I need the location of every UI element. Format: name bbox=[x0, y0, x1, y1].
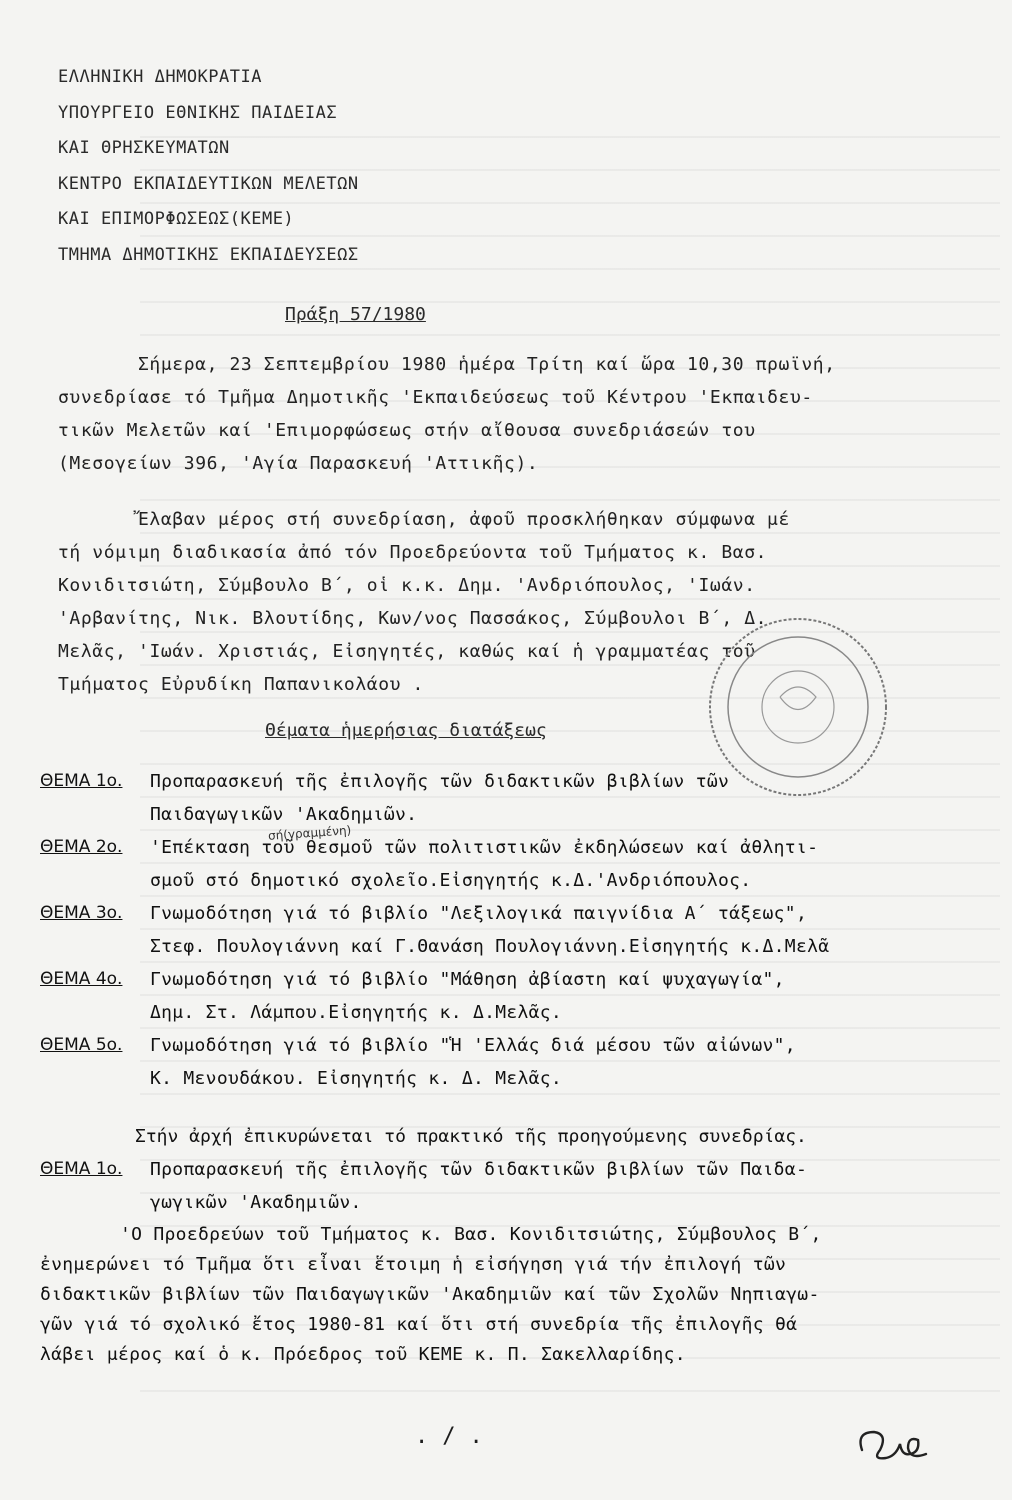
agenda-item bbox=[40, 963, 1000, 1029]
agenda-item-text: 'Επέκταση τοῦ θεσμοῦ τῶν πολιτιστικῶν ἐκδηλώσεων καί ἀθλητι- σμοῦ στό δημοτικό σχολεῖο.Εἰσηγητής κ.Δ.'Ανδριόπουλος. bbox=[150, 837, 819, 891]
agenda-item bbox=[40, 1029, 1000, 1095]
text-line: διδακτικῶν βιβλίων τῶν Παιδαγωγικῶν 'Ακαδημιῶν καί τῶν Σχολῶν Νηπιαγω- bbox=[40, 1284, 820, 1305]
letterhead-line: ΥΠΟΥΡΓΕΙΟ ΕΘΝΙΚΗΣ ΠΑΙΔΕΙΑΣ bbox=[58, 102, 338, 123]
agenda-item bbox=[40, 765, 1000, 831]
text-line: τή νόμιμη διαδικασία ἀπό τόν Προεδρεύοντα τοῦ Τμήματος κ. Βασ. bbox=[58, 542, 768, 563]
text-line: Μελᾶς, 'Ιωάν. Χριστιάς, Εἰσηγητές, καθώς καί ἡ γραμματέας τοῦ bbox=[58, 641, 756, 662]
agenda-item-label: ΘΕΜΑ 2ο. bbox=[40, 837, 123, 857]
letterhead-line: ΚΕΝΤΡΟ ΕΚΠΑΙΔΕΥΤΙΚΩΝ ΜΕΛΕΤΩΝ bbox=[58, 173, 359, 194]
act-title: Πράξη 57/1980 bbox=[285, 304, 426, 325]
text-line: συνεδρίασε τό Τμῆμα Δημοτικῆς 'Εκπαιδεύσεως τοῦ Κέντρου 'Εκπαιδευ- bbox=[58, 387, 813, 408]
text-line: ἐνημερώνει τό Τμῆμα ὅτι εἶναι ἕτοιμη ἡ εἰσήγηση γιά τήν ἐπιλογή τῶν bbox=[40, 1254, 787, 1275]
opening-paragraph bbox=[58, 348, 836, 480]
discussion-paragraph bbox=[40, 1220, 1000, 1370]
agenda-item-label: ΘΕΜΑ 1ο. bbox=[40, 1159, 123, 1179]
text-line: (Μεσογείων 396, 'Αγία Παρασκευή 'Αττικῆς). bbox=[58, 453, 539, 474]
letterhead-line: ΚΑΙ ΘΡΗΣΚΕΥΜΑΤΩΝ bbox=[58, 138, 230, 158]
agenda-item-text: Γνωμοδότηση γιά τό βιβλίο "Μάθηση ἀβίαστη καί ψυχαγωγία", Δημ. Στ. Λάμπου.Εἰσηγητής κ. Δ.Μελᾶς. bbox=[150, 969, 785, 1023]
agenda-item-label: ΘΕΜΑ 4ο. bbox=[40, 969, 123, 989]
agenda-item bbox=[40, 831, 1000, 897]
text-line: τικῶν Μελετῶν καί 'Επιμορφώσεως στήν αἴθουσα συνεδριάσεών του bbox=[58, 420, 756, 441]
continuation-mark: ./. bbox=[415, 1424, 497, 1449]
agenda-item bbox=[40, 897, 1000, 963]
agenda-item-text: Γνωμοδότηση γιά τό βιβλίο "Ἡ 'Ελλάς διά μέσου τῶν αἰώνων", Κ. Μενουδάκου. Εἰσηγητής κ. Δ. Μελᾶς. bbox=[150, 1035, 796, 1089]
agenda-item-repeat bbox=[40, 1153, 1000, 1219]
agenda-item-text: Προπαρασκευή τῆς ἐπιλογῆς τῶν διδακτικῶν βιβλίων τῶν Παιδα- γωγικῶν 'Ακαδημιῶν. bbox=[150, 1159, 808, 1213]
session-section bbox=[40, 1120, 1000, 1219]
agenda-item-label: ΘΕΜΑ 3ο. bbox=[40, 903, 123, 923]
letterhead-line: ΚΑΙ ΕΠΙΜΟΡΦΩΣΕΩΣ(ΚΕΜΕ) bbox=[58, 209, 295, 229]
text-line: Σήμερα, 23 Σεπτεμβρίου 1980 ἡμέρα Τρίτη καί ὥρα 10,30 πρωϊνή, bbox=[138, 354, 836, 375]
letterhead-line: ΕΛΛΗΝΙΚΗ ΔΗΜΟΚΡΑΤΙΑ bbox=[58, 67, 262, 87]
agenda-item-text: Προπαρασκευή τῆς ἐπιλογῆς τῶν διδακτικῶν βιβλίων τῶν Παιδαγωγικῶν 'Ακαδημιῶν. bbox=[150, 771, 730, 825]
letterhead-line: ΤΜΗΜΑ ΔΗΜΟΤΙΚΗΣ ΕΚΠΑΙΔΕΥΣΕΩΣ bbox=[58, 244, 359, 265]
text-line: Τμήματος Εὐρυδίκη Παπανικολάου . bbox=[58, 674, 424, 695]
agenda-item-text: Γνωμοδότηση γιά τό βιβλίο "Λεξιλογικά παιγνίδια Α΄ τάξεως", Στεφ. Πουλογιάννη καί Γ.Θανάση Πουλογιάννη.Εἰσηγητής κ.Δ.Μελᾶ bbox=[150, 903, 830, 957]
agenda-item-label: ΘΕΜΑ 5ο. bbox=[40, 1035, 123, 1055]
text-line: Κονιδιτσιώτη, Σύμβουλο Β΄, οἱ κ.κ. Δημ. 'Ανδριόπουλος, 'Ιωάν. bbox=[58, 575, 756, 596]
text-line: 'Ο Προεδρεύων τοῦ Τμήματος κ. Βασ. Κονιδιτσιώτης, Σύμβουλος Β΄, bbox=[120, 1224, 822, 1245]
agenda-title: Θέματα ἡμερήσιας διατάξεως bbox=[265, 720, 547, 741]
agenda-item-label: ΘΕΜΑ 1ο. bbox=[40, 771, 123, 791]
approval-line: Στήν ἀρχή ἐπικυρώνεται τό πρακτικό τῆς προηγούμενης συνεδρίας. bbox=[135, 1126, 807, 1147]
text-line: λάβει μέρος καί ὁ κ. Πρόεδρος τοῦ ΚΕΜΕ κ. Π. Σακελλαρίδης. bbox=[40, 1344, 686, 1365]
text-line: 'Αρβανίτης, Νικ. Βλουτίδης, Κων/νος Πασσάκος, Σύμβουλοι Β΄, Δ. bbox=[58, 608, 768, 629]
text-line: γῶν γιά τό σχολικό ἔτος 1980-81 καί ὅτι στή συνεδρία τῆς ἐπιλογῆς θά bbox=[40, 1314, 798, 1335]
letterhead bbox=[58, 60, 359, 273]
text-line: Ἔλαβαν μέρος στή συνεδρίαση, ἀφοῦ προσκλήθηκαν σύμφωνα μέ bbox=[138, 509, 790, 530]
agenda-list bbox=[40, 765, 1000, 1095]
initials-signature bbox=[850, 1420, 940, 1470]
handwritten-insertion: σή(γραμμένη) bbox=[267, 823, 352, 843]
